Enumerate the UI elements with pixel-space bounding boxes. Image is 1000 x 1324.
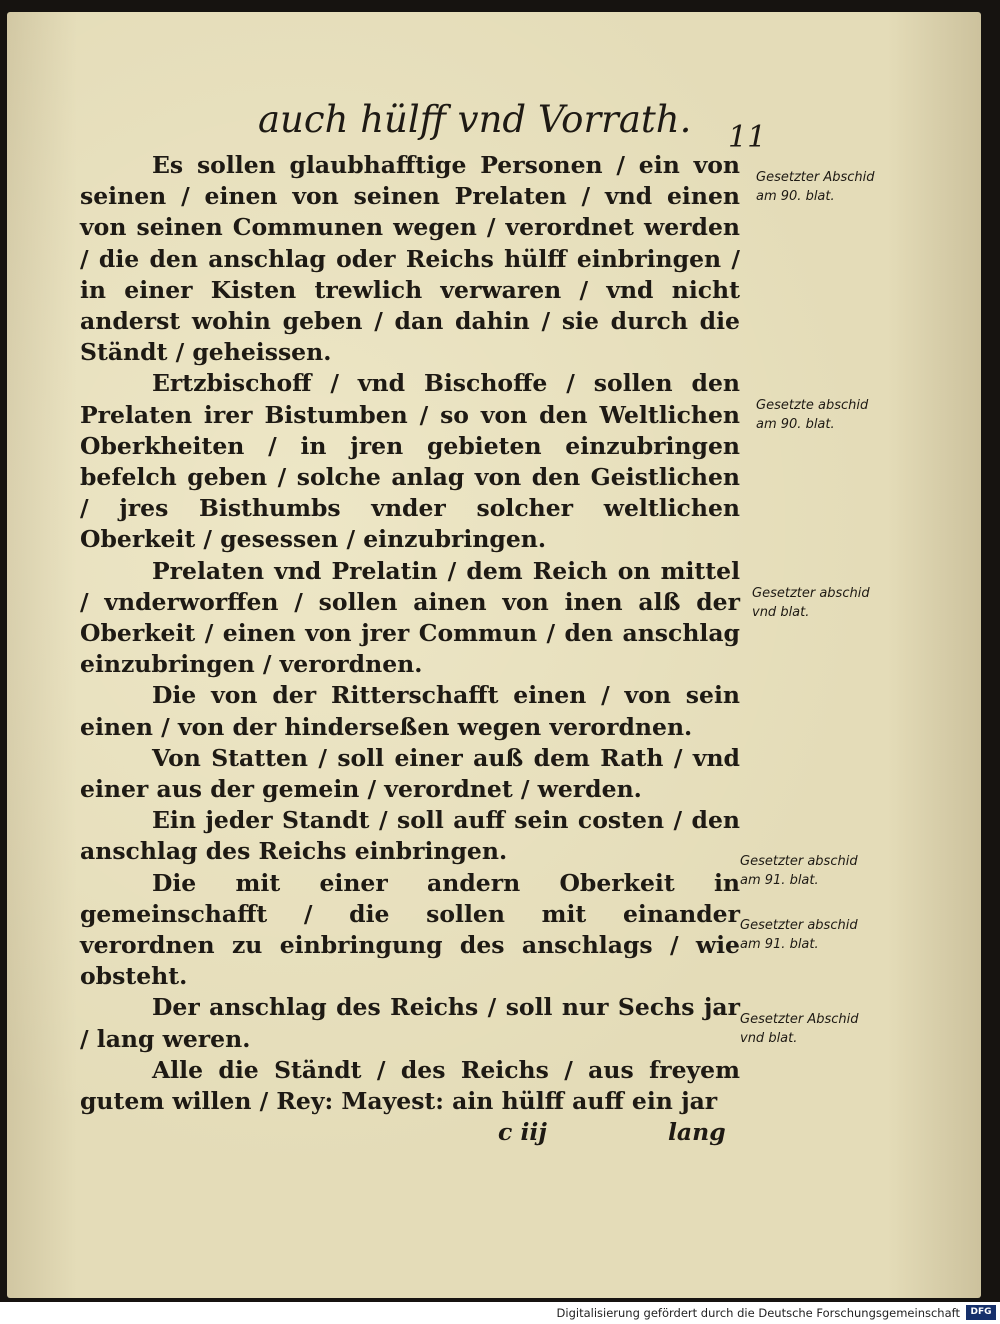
- margin-note-6: Gesetzter Abschid vnd blat.: [740, 1012, 859, 1046]
- paragraph-7: Die mit einer andern Oberkeit in gemeinschafft / die sollen mit einander verordnen zu einbringung des anschlags / wie obsteht.: [80, 868, 740, 991]
- paragraph-2: Ertzbischoff / vnd Bischoffe / sollen den Prelaten irer Bistumben / so von den Weltlichen Oberkheiten / in jren gebieten einzubringen befelch geben / solche anlag von den Geistlichen / jres Bisthumbs vnder solcher weltlichen Oberkeit / gesessen / einzubringen.: [80, 369, 740, 554]
- paragraph-3: Prelaten vnd Prelatin / dem Reich on mittel / vnderworffen / sollen ainen von inen alß der Oberkeit / einen von jrer Commun / den anschlag einzubringen / verordnen.: [80, 556, 740, 679]
- margin-note-4: Gesetzter abschid am 91. blat.: [740, 854, 858, 888]
- margin-note-3: Gesetzter abschid vnd blat.: [752, 586, 870, 620]
- body-text: [80, 150, 740, 1149]
- paragraph-5: Von Statten / soll einer auß dem Rath / vnd einer aus der gemein / verordnet / werden.: [80, 743, 740, 804]
- signature-line: [80, 1117, 740, 1149]
- folio-number: 11: [728, 120, 767, 155]
- paragraph-1: Es sollen glaubhafftige Personen / ein von seinen / einen von seinen Prelaten / vnd einen von seinen Communen wegen / verordnet werden / die den anschlag oder Reichs hülff einbringen / in einer Kisten trewlich verwaren / vnd nicht anderst wohin geben / dan dahin / sie durch die Ständt / geheissen.: [80, 151, 740, 367]
- footer-bar: [0, 1302, 1000, 1324]
- signature-mark: c iij: [498, 1118, 547, 1147]
- paragraph-4: Die von der Ritterschafft einen / von sein einen / von der hinderseßen wegen verordnen.: [80, 681, 740, 741]
- margin-note-2: Gesetzte abschid am 90. blat.: [756, 398, 869, 432]
- dfg-logo: DFG: [966, 1305, 996, 1320]
- digitization-credit: Digitalisierung gefördert durch die Deutsche Forschungsgemeinschaft: [556, 1306, 960, 1320]
- paragraph-9: Alle die Ständt / des Reichs / aus freyem gutem willen / Rey: Mayest: ain hülff auff ein jar: [80, 1055, 740, 1116]
- margin-note-5: Gesetzter abschid am 91. blat.: [740, 918, 858, 952]
- paragraph-8: Der anschlag des Reichs / soll nur Sechs jar / lang weren.: [80, 993, 740, 1053]
- paragraph-6: Ein jeder Standt / soll auff sein costen / den anschlag des Reichs einbringen.: [80, 806, 740, 866]
- margin-note-1: Gesetzter Abschid am 90. blat.: [756, 170, 875, 204]
- running-head: auch hülff vnd Vorrath.: [258, 98, 692, 141]
- catchword: lang: [668, 1118, 726, 1147]
